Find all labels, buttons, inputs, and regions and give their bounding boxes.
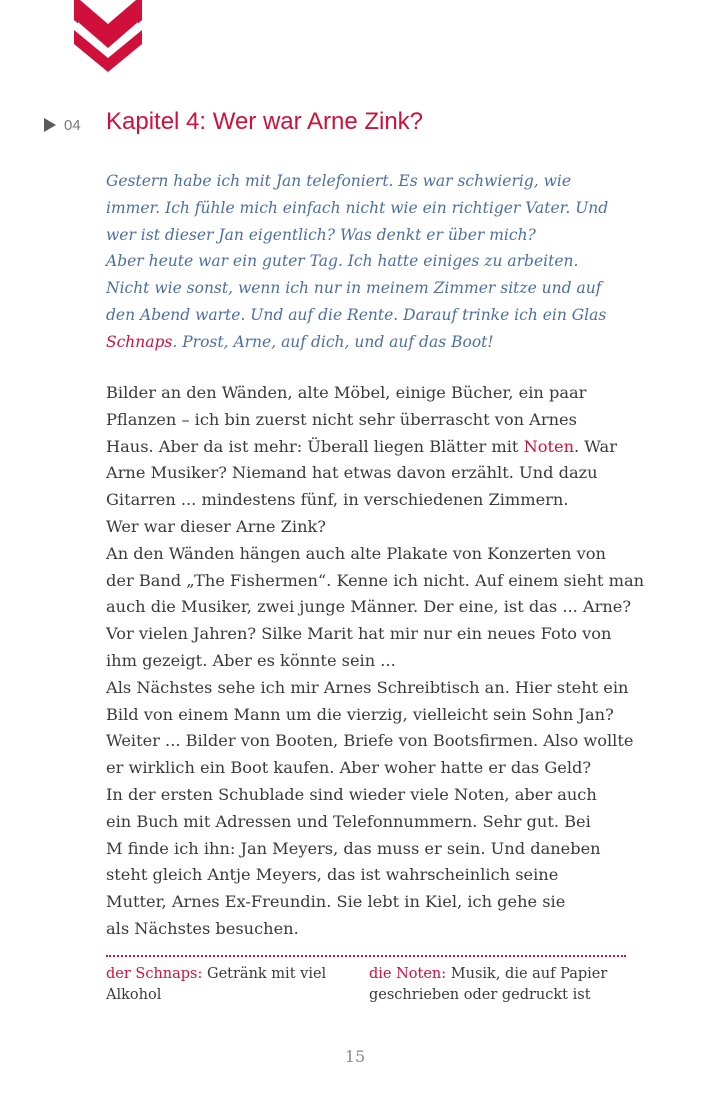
glossary-definition: Musik, die auf Papier geschrieben oder gedruckt ist (369, 966, 608, 1003)
body-line: Arne Musiker? Niemand hat etwas davon erzählt. Und dazu (106, 463, 598, 483)
body-line (106, 434, 636, 461)
story-body (106, 380, 645, 943)
body-line: In der ersten Schublade sind wieder viele Noten, aber auch (106, 784, 597, 804)
body-line: M finde ich ihn: Jan Meyers, das muss er sein. Und daneben (106, 838, 601, 858)
body-line: auch die Musiker, zwei junge Männer. Der eine, ist das ... Arne? (106, 597, 632, 617)
glossary-entry-schnaps (106, 964, 336, 1006)
chapter-title: Kapitel 4: Wer war Arne Zink? (106, 108, 424, 135)
track-number: 04 (64, 116, 81, 134)
body-line: Mutter, Arnes Ex-Freundin. Sie lebt in Kiel, ich gehe sie (106, 892, 566, 912)
body-text: Haus. Aber da ist mehr: Überall liegen Blätter mit (106, 436, 524, 456)
body-line: er wirklich ein Boot kaufen. Aber woher hatte er das Geld? (106, 758, 592, 778)
body-line: Als Nächstes sehe ich mir Arnes Schreibtisch an. Hier steht ein (106, 677, 629, 697)
glossary-definition: Getränk mit viel Alkohol (106, 966, 327, 1003)
body-line: Bilder an den Wänden, alte Möbel, einige Bücher, ein paar (106, 383, 587, 402)
body-line: steht gleich Antje Meyers, das ist wahrscheinlich seine (106, 865, 559, 885)
diary-paragraph-1: Gestern habe ich mit Jan telefoniert. Es war schwierig, wie immer. Ich fühle mich einfach nicht wie ein richtiger Vater. Und wer ist dieser Jan eigentlich? Was denkt er über mich? (106, 172, 609, 244)
brand-chevron-logo (74, 0, 142, 72)
body-line: als Nächstes besuchen. (106, 918, 299, 938)
body-text: . War (574, 436, 617, 456)
diary-text: . Prost, Arne, auf dich, und auf das Boot! (172, 332, 494, 351)
page-number: 15 (344, 1047, 366, 1066)
body-line: Weiter ... Bilder von Booten, Briefe von Bootsfirmen. Also wollte (106, 731, 634, 751)
body-line: ein Buch mit Adressen und Telefonnummern. Sehr gut. Bei (106, 811, 591, 831)
body-line: Bild von einem Mann um die vierzig, vielleicht sein Sohn Jan? (106, 704, 614, 724)
body-line: ihm gezeigt. Aber es könnte sein ... (106, 650, 396, 670)
body-line: Vor vielen Jahren? Silke Marit hat mir nur ein neues Foto von (106, 624, 612, 644)
glossary-entry-noten (369, 964, 629, 1006)
glossary-term: die Noten: (369, 966, 447, 982)
vocab-highlight-schnaps: Schnaps (106, 332, 173, 351)
body-line: Gitarren ... mindestens fünf, in verschiedenen Zimmern. (106, 490, 569, 510)
body-line: Wer war dieser Arne Zink? (106, 516, 326, 536)
diary-paragraph-2 (106, 248, 626, 355)
audio-track-marker[interactable] (44, 110, 104, 140)
glossary-term: der Schnaps: (106, 966, 203, 982)
body-line: An den Wänden hängen auch alte Plakate von Konzerten von (106, 543, 606, 563)
body-line: der Band „The Fishermen“. Kenne ich nicht. Auf einem sieht man (106, 570, 645, 590)
play-icon[interactable] (44, 118, 56, 132)
diary-entry (106, 168, 626, 356)
diary-text: Aber heute war ein guter Tag. Ich hatte einiges zu arbeiten. Nicht wie sonst, wenn ich nur in meinem Zimmer sitze und auf den Abend warte. Und auf die Rente. Darauf trinke ich ein Glas (106, 252, 607, 324)
glossary-divider (106, 955, 626, 957)
vocab-highlight-noten: Noten (523, 436, 575, 456)
body-line: Pflanzen – ich bin zuerst nicht sehr überrascht von Arnes (106, 409, 577, 429)
